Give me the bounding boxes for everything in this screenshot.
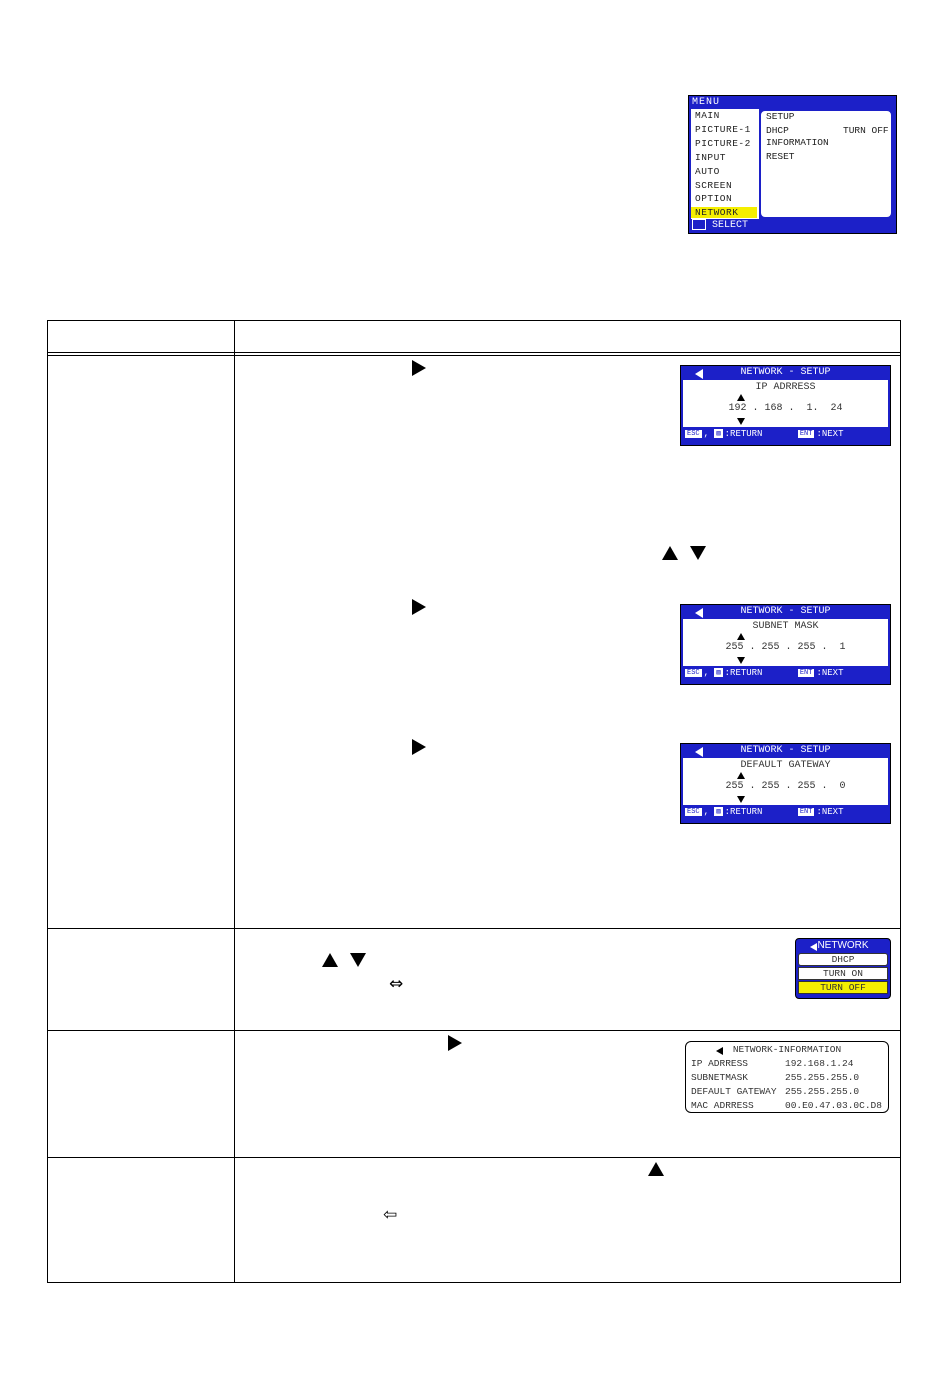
column-divider bbox=[234, 321, 235, 1282]
menu-item-picture-1[interactable]: PICTURE-1 bbox=[695, 124, 751, 135]
submenu-dhcp-value: TURN OFF bbox=[843, 125, 889, 136]
info-row-gateway: DEFAULT GATEWAY 255.255.255.0 bbox=[691, 1086, 860, 1097]
down-arrow-icon[interactable] bbox=[737, 418, 745, 425]
dialog-body bbox=[683, 619, 888, 666]
esc-key-icon[interactable]: ESC bbox=[687, 668, 700, 677]
enter-key-icon[interactable]: ENT bbox=[799, 429, 813, 438]
swap-arrow-icon: ⇔ bbox=[389, 974, 404, 994]
up-arrow-icon bbox=[322, 953, 338, 967]
dialog-title: NETWORK - SETUP bbox=[740, 606, 831, 617]
enter-key-icon[interactable]: ENT bbox=[799, 668, 813, 677]
next-label: :NEXT bbox=[816, 668, 844, 678]
subnet-mask-dialog bbox=[680, 604, 891, 685]
up-arrow-icon bbox=[648, 1162, 664, 1176]
dhcp-label: DHCP bbox=[798, 953, 888, 966]
return-label: :RETURN bbox=[724, 807, 763, 817]
dialog-footer: ESC , ▨ :RETURN ENT :NEXT bbox=[687, 668, 844, 678]
menu-item-network[interactable]: NETWORK bbox=[691, 207, 757, 218]
dialog-footer: ESC , ▨ :RETURN ENT :NEXT bbox=[687, 429, 844, 439]
dhcp-option-turn-off[interactable]: TURN OFF bbox=[798, 981, 888, 994]
menu-item-list bbox=[691, 109, 759, 219]
esc-key-icon[interactable]: ESC bbox=[687, 429, 700, 438]
info-row-ip: IP ADRRESS 192.168.1.24 bbox=[691, 1058, 854, 1069]
menu-item-input[interactable]: INPUT bbox=[695, 152, 727, 163]
select-label: SELECT bbox=[712, 220, 749, 231]
next-label: :NEXT bbox=[816, 429, 844, 439]
return-label: :RETURN bbox=[724, 429, 763, 439]
dhcp-popup-title: NETWORK bbox=[817, 940, 869, 951]
down-arrow-icon[interactable] bbox=[737, 796, 745, 803]
down-arrow-icon bbox=[690, 546, 706, 560]
submenu-dhcp[interactable]: DHCP bbox=[766, 125, 789, 136]
dialog-title: NETWORK - SETUP bbox=[740, 367, 831, 378]
info-title: NETWORK-INFORMATION bbox=[732, 1044, 842, 1055]
return-label: :RETURN bbox=[724, 668, 763, 678]
network-information-panel bbox=[685, 1041, 889, 1113]
dialog-body bbox=[683, 758, 888, 805]
menu-screen bbox=[688, 95, 897, 234]
default-gateway-value[interactable]: 255 . 255 . 255 . 0 bbox=[725, 781, 846, 792]
submenu-reset[interactable]: RESET bbox=[766, 151, 795, 162]
row-divider bbox=[48, 928, 900, 929]
row-divider bbox=[48, 1030, 900, 1031]
dhcp-option-turn-on[interactable]: TURN ON bbox=[798, 967, 888, 980]
menu-item-screen[interactable]: SCREEN bbox=[695, 180, 733, 191]
menu-key-icon[interactable]: ▨ bbox=[716, 430, 721, 439]
network-submenu bbox=[759, 109, 893, 219]
default-gateway-dialog bbox=[680, 743, 891, 824]
down-arrow-icon bbox=[350, 953, 366, 967]
right-arrow-icon bbox=[448, 1035, 462, 1051]
up-arrow-icon bbox=[662, 546, 678, 560]
dialog-footer: ESC , ▨ :RETURN ENT :NEXT bbox=[687, 807, 844, 817]
dialog-label: SUBNET MASK bbox=[752, 621, 819, 632]
dialog-label: DEFAULT GATEWAY bbox=[740, 760, 831, 771]
subnet-mask-value[interactable]: 255 . 255 . 255 . 1 bbox=[725, 642, 846, 653]
menu-key-icon[interactable]: ▨ bbox=[716, 808, 721, 817]
menu-item-option[interactable]: OPTION bbox=[695, 193, 733, 204]
ip-address-dialog bbox=[680, 365, 891, 446]
down-arrow-icon[interactable] bbox=[737, 657, 745, 664]
menu-footer bbox=[692, 219, 748, 231]
up-arrow-icon[interactable] bbox=[737, 394, 745, 401]
header-divider bbox=[48, 352, 900, 356]
esc-key-icon[interactable]: ESC bbox=[687, 807, 700, 816]
menu-key-icon[interactable]: ▨ bbox=[716, 669, 721, 678]
ip-address-value[interactable]: 192 . 168 . 1. 24 bbox=[728, 403, 843, 414]
dhcp-popup bbox=[795, 938, 891, 999]
next-label: :NEXT bbox=[816, 807, 844, 817]
menu-title: MENU bbox=[692, 97, 721, 108]
info-row-subnet: SUBNETMASK 255.255.255.0 bbox=[691, 1072, 860, 1083]
dialog-title: NETWORK - SETUP bbox=[740, 745, 831, 756]
right-arrow-icon bbox=[412, 739, 426, 755]
select-icon bbox=[692, 219, 706, 230]
submenu-information[interactable]: INFORMATION bbox=[766, 137, 829, 148]
left-arrow-icon: ⇦ bbox=[383, 1205, 398, 1225]
menu-item-main[interactable]: MAIN bbox=[695, 110, 720, 121]
row-divider bbox=[48, 1157, 900, 1158]
right-arrow-icon bbox=[412, 599, 426, 615]
submenu-setup[interactable]: SETUP bbox=[766, 111, 795, 122]
info-row-mac: MAC ADRRESS 00.E0.47.03.0C.D8 bbox=[691, 1100, 882, 1111]
dialog-label: IP ADRRESS bbox=[755, 382, 816, 393]
up-arrow-icon[interactable] bbox=[737, 633, 745, 640]
menu-item-picture-2[interactable]: PICTURE-2 bbox=[695, 138, 751, 149]
right-arrow-icon bbox=[412, 360, 426, 376]
dialog-body bbox=[683, 380, 888, 427]
enter-key-icon[interactable]: ENT bbox=[799, 807, 813, 816]
menu-item-auto[interactable]: AUTO bbox=[695, 166, 720, 177]
up-arrow-icon[interactable] bbox=[737, 772, 745, 779]
